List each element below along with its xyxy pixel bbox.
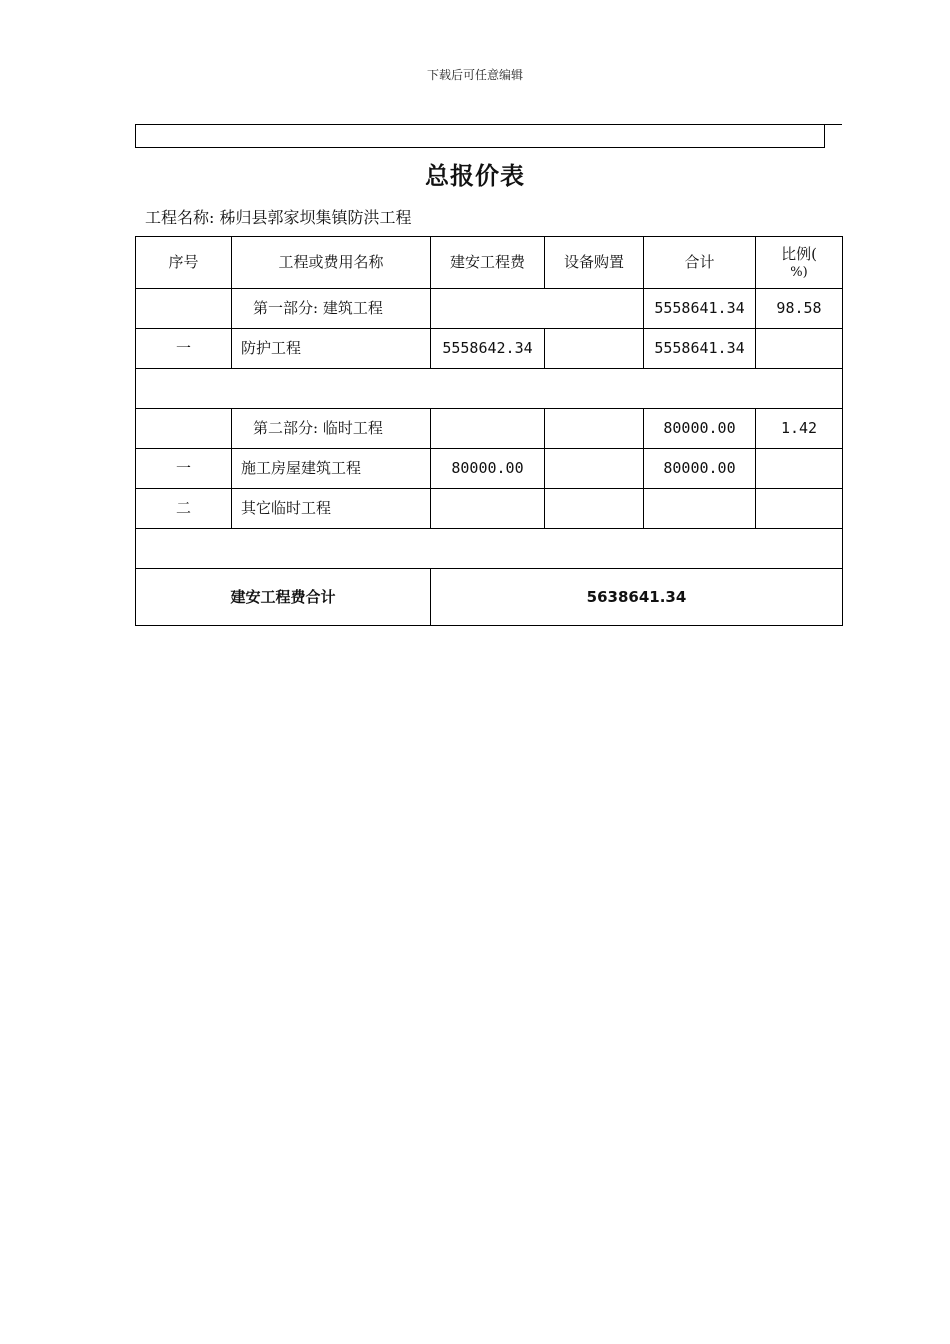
item-total: 80000.00 (644, 449, 756, 489)
grand-total-row (136, 569, 843, 626)
part1-name: 第一部分: 建筑工程 (232, 289, 431, 329)
part2-equipment (545, 409, 644, 449)
item-equipment (545, 449, 644, 489)
blank-row (136, 369, 843, 409)
item-ratio (756, 449, 843, 489)
header-box (135, 124, 825, 148)
part2-construction-fee (431, 409, 545, 449)
table-row (136, 489, 843, 529)
item-ratio (756, 489, 843, 529)
header-ratio-line2: %) (790, 264, 808, 280)
part1-ratio: 98.58 (756, 289, 843, 329)
part1-row (136, 289, 843, 329)
part1-fee-empty (431, 289, 644, 329)
header-equipment: 设备购置 (545, 237, 644, 289)
item-total (644, 489, 756, 529)
item-construction-fee (431, 489, 545, 529)
blank-cell (136, 529, 843, 569)
item-seq: 一 (136, 329, 232, 369)
item-total: 5558641.34 (644, 329, 756, 369)
item-name: 施工房屋建筑工程 (232, 449, 431, 489)
quotation-table (135, 236, 843, 626)
grand-total-label: 建安工程费合计 (136, 569, 431, 626)
item-name: 其它临时工程 (232, 489, 431, 529)
header-seq: 序号 (136, 237, 232, 289)
part1-seq (136, 289, 232, 329)
table-row (136, 449, 843, 489)
header-ratio-line1: 比例( (781, 244, 817, 263)
project-name-label: 工程名称: (145, 208, 215, 227)
part2-total: 80000.00 (644, 409, 756, 449)
part2-row (136, 409, 843, 449)
project-name-value: 秭归县郭家坝集镇防洪工程 (219, 208, 412, 227)
part2-name: 第二部分: 临时工程 (232, 409, 431, 449)
header-box-tick (824, 124, 842, 125)
item-construction-fee: 80000.00 (431, 449, 545, 489)
item-seq: 一 (136, 449, 232, 489)
header-name: 工程或费用名称 (232, 237, 431, 289)
item-seq: 二 (136, 489, 232, 529)
item-equipment (545, 489, 644, 529)
header-total: 合计 (644, 237, 756, 289)
item-ratio (756, 329, 843, 369)
blank-cell (136, 369, 843, 409)
item-equipment (545, 329, 644, 369)
blank-row (136, 529, 843, 569)
table-row (136, 329, 843, 369)
part2-seq (136, 409, 232, 449)
part1-total: 5558641.34 (644, 289, 756, 329)
table-header-row (136, 237, 843, 289)
grand-total-value: 5638641.34 (431, 569, 843, 626)
item-name: 防护工程 (232, 329, 431, 369)
header-note: 下载后可任意编辑 (426, 68, 523, 82)
header-ratio (756, 237, 843, 289)
part2-ratio: 1.42 (756, 409, 843, 449)
header-construction-fee: 建安工程费 (431, 237, 545, 289)
project-name-line (145, 205, 412, 228)
item-construction-fee: 5558642.34 (431, 329, 545, 369)
document-title: 总报价表 (425, 162, 525, 190)
